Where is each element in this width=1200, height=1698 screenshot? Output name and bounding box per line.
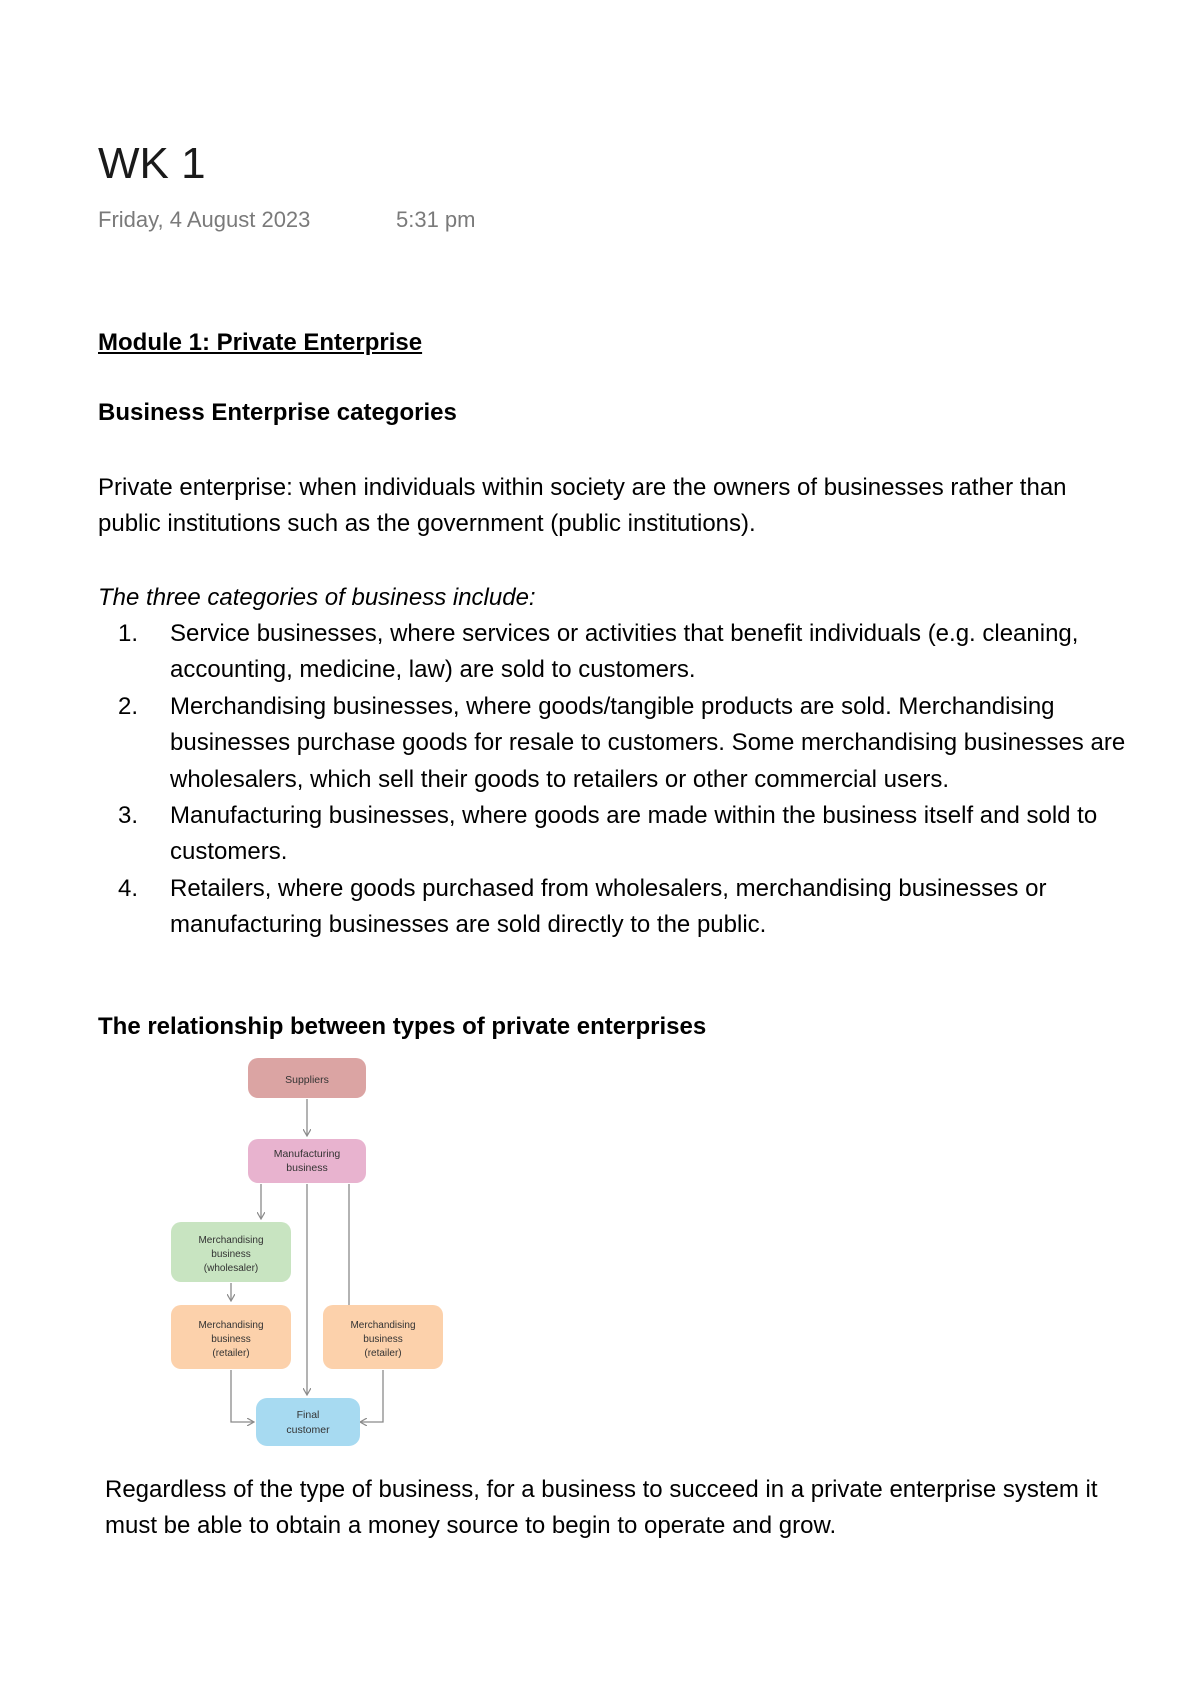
conclusion-paragraph: Regardless of the type of business, for a business to succeed in a private enterprise system it must be able to obtain a money source to begin to operate and grow.: [105, 1476, 1098, 1539]
list-item: [98, 689, 1138, 798]
list-item-text: Manufacturing businesses, where goods are made within the business itself and sold to customers.: [170, 802, 1098, 866]
list-item: [98, 871, 1138, 944]
arrow-left-retailer-to-customer: [231, 1370, 253, 1422]
note-time: 5:31 pm: [396, 207, 476, 232]
node-retailer-left: [171, 1305, 291, 1369]
list-item-text: Merchandising businesses, where goods/tangible products are sold. Merchandising businesses purchase goods for resale to customers. Some merchandising businesses are wholesalers, which sell their goods to retailers or other commercial users.: [170, 692, 1126, 793]
categories-intro: The three categories of business include:: [98, 584, 536, 611]
manufacturing-box: [248, 1139, 366, 1183]
list-item-number: 1.: [118, 620, 139, 647]
list-item-number: 4.: [118, 874, 139, 902]
wholesaler-label-line-1: Merchandising: [198, 1235, 264, 1246]
module-heading: Module 1: Private Enterprise: [98, 329, 423, 356]
arrow-right-retailer-to-customer: [361, 1370, 383, 1422]
retailer-right-label-line-1: Merchandising: [350, 1320, 416, 1331]
enterprise-relationship-diagram: [160, 1055, 460, 1475]
final-customer-box: [256, 1398, 360, 1446]
final-customer-label-line-2: customer: [286, 1424, 330, 1436]
final-customer-label-line-1: Final: [296, 1409, 320, 1421]
node-retailer-right: [323, 1305, 443, 1369]
manufacturing-label-line-2: business: [286, 1162, 328, 1174]
categories-heading: Business Enterprise categories: [98, 399, 457, 426]
node-final-customer: [256, 1398, 360, 1446]
wholesaler-label-line-3: (wholesaler): [203, 1263, 259, 1274]
node-suppliers: [248, 1058, 366, 1098]
retailer-right-label-line-3: (retailer): [364, 1348, 402, 1359]
suppliers-label: Suppliers: [285, 1074, 329, 1086]
relationship-heading: The relationship between types of private enterprises: [98, 1013, 707, 1040]
node-manufacturing: [248, 1139, 366, 1183]
categories-list: [98, 616, 1138, 944]
page-title: WK 1: [98, 139, 206, 188]
list-item-text: Service businesses, where services or activities that benefit individuals (e.g. cleaning, accounting, medicine, law) are sold to customers.: [170, 620, 1079, 684]
retailer-left-label-line-1: Merchandising: [198, 1320, 264, 1331]
retailer-right-label-line-2: business: [363, 1334, 403, 1345]
list-item: [98, 798, 1138, 871]
node-wholesaler: [171, 1222, 291, 1282]
list-item-number: 2.: [118, 692, 139, 720]
list-item-number: 3.: [118, 802, 139, 830]
wholesaler-label-line-2: business: [211, 1249, 251, 1260]
retailer-left-label-line-2: business: [211, 1334, 251, 1345]
private-enterprise-definition: Private enterprise: when individuals within society are the owners of businesses rather than public institutions such as the government (public institutions).: [98, 474, 1067, 537]
note-date: Friday, 4 August 2023: [98, 207, 311, 232]
manufacturing-label-line-1: Manufacturing: [273, 1148, 341, 1160]
list-item-text: Retailers, where goods purchased from wholesalers, merchandising businesses or manufacturing businesses are sold directly to the public.: [170, 874, 1047, 939]
retailer-left-label-line-3: (retailer): [212, 1348, 250, 1359]
list-item: [98, 616, 1138, 689]
